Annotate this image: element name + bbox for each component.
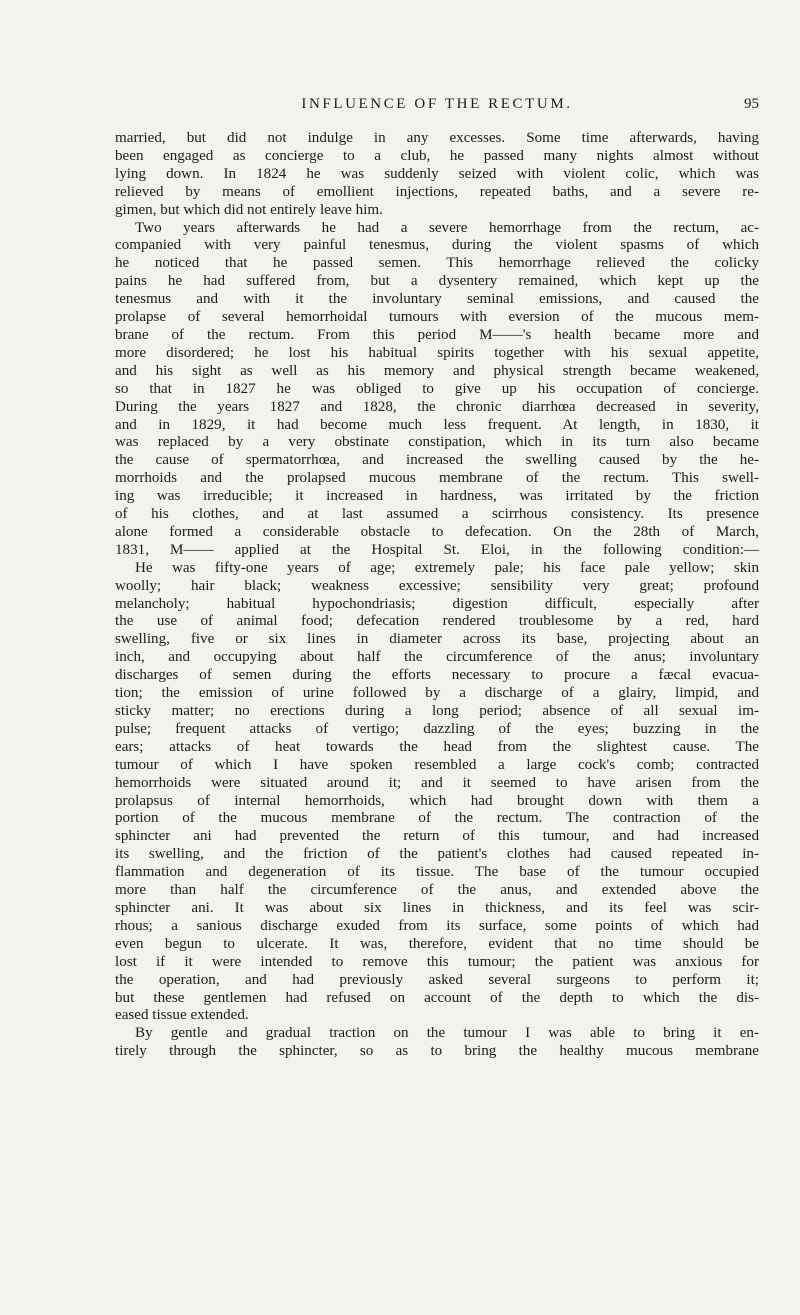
- text-line: more than half the circumference of the anus, and extended above the: [115, 882, 759, 899]
- text-line: but these gentlemen had refused on account of the depth to which the dis-: [115, 989, 759, 1006]
- text-line: tirely through the sphincter, so as to bring the healthy mucous membrane: [115, 1043, 759, 1060]
- text-line: flammation and degeneration of its tissue. The base of the tumour occupied: [115, 864, 759, 881]
- text-line: ing was irreducible; it increased in hardness, was irritated by the friction: [115, 488, 759, 505]
- text-line: even begun to ulcerate. It was, therefore, evident that no time should be: [115, 935, 759, 952]
- text-line: and his sight as well as his memory and physical strength became weakened,: [115, 362, 759, 379]
- text-line: married, but did not indulge in any excesses. Some time afterwards, having: [115, 130, 759, 146]
- text-line: hemorrhoids were situated around it; and it seemed to have arisen from the: [115, 774, 759, 791]
- text-line: was replaced by a very obstinate constipation, which in its turn also became: [115, 434, 759, 451]
- text-line: Two years afterwards he had a severe hemorrhage from the rectum, ac-: [135, 219, 759, 236]
- text-line: eased tissue extended.: [115, 1007, 249, 1024]
- text-line: swelling, five or six lines in diameter across its base, projecting about an: [115, 631, 759, 648]
- text-line: relieved by means of emollient injections, repeated baths, and a severe re-: [115, 183, 759, 200]
- text-line: He was fifty-one years of age; extremely pale; his face pale yellow; skin: [135, 559, 759, 576]
- text-line: lost if it were intended to remove this tumour; the patient was anxious for: [115, 953, 759, 970]
- text-line: more disordered; he lost his habitual spirits together with his sexual appetite,: [115, 344, 759, 361]
- text-line: been engaged as concierge to a club, he passed many nights almost without: [115, 147, 759, 164]
- text-line: tumour of which I have spoken resembled a large cock's comb; contracted: [115, 756, 759, 773]
- text-line: morrhoids and the prolapsed mucous membrane of the rectum. This swell-: [115, 470, 759, 487]
- text-line: companied with very painful tenesmus, during the violent spasms of which: [115, 237, 759, 254]
- text-line: rhous; a sanious discharge exuded from its surface, some points of which had: [115, 917, 759, 934]
- text-line: pains he had suffered from, but a dysentery remained, which kept up the: [115, 273, 759, 290]
- body-text: [115, 130, 759, 1061]
- text-line: sphincter ani. It was about six lines in thickness, and its feel was scir-: [115, 899, 759, 916]
- text-line: sticky matter; no erections during a long period; absence of all sexual im-: [115, 703, 759, 719]
- page-number: 95: [744, 96, 759, 112]
- text-line: alone formed a considerable obstacle to defecation. On the 28th of March,: [115, 523, 759, 540]
- text-line: tenesmus and with it the involuntary seminal emissions, and caused the: [115, 291, 759, 308]
- text-line: the operation, and had previously asked several surgeons to perform it;: [115, 971, 759, 988]
- text-line: woolly; hair black; weakness excessive; sensibility very great; profound: [115, 577, 759, 594]
- text-line: 1831, M—— applied at the Hospital St. Eloi, in the following condition:—: [115, 541, 759, 558]
- text-line: By gentle and gradual traction on the tumour I was able to bring it en-: [135, 1025, 759, 1042]
- text-line: of his clothes, and at last assumed a scirrhous consistency. Its presence: [115, 506, 759, 523]
- text-line: prolapsus of internal hemorrhoids, which had brought down with them a: [115, 792, 759, 809]
- text-line: tion; the emission of urine followed by a discharge of a glairy, limpid, and: [115, 685, 759, 702]
- text-line: the use of animal food; defecation rendered troublesome by a red, hard: [115, 613, 759, 630]
- text-line: discharges of semen during the efforts necessary to procure a fæcal evacua-: [115, 667, 759, 684]
- text-line: portion of the mucous membrane of the rectum. The contraction of the: [115, 810, 759, 827]
- text-line: so that in 1827 he was obliged to give up his occupation of concierge.: [115, 380, 759, 397]
- text-line: the cause of spermatorrhœa, and increased the swelling caused by the he-: [115, 452, 759, 469]
- text-line: gimen, but which did not entirely leave him.: [115, 201, 383, 218]
- running-title: INFLUENCE OF THE RECTUM.: [301, 96, 573, 112]
- running-header: [115, 96, 759, 118]
- text-line: During the years 1827 and 1828, the chronic diarrhœa decreased in severity,: [115, 398, 759, 415]
- text-line: lying down. In 1824 he was suddenly seized with violent colic, which was: [115, 165, 759, 182]
- text-line: melancholy; habitual hypochondriasis; digestion difficult, especially after: [115, 595, 759, 612]
- text-line: he noticed that he passed semen. This hemorrhage relieved the colicky: [115, 255, 759, 272]
- text-line: pulse; frequent attacks of vertigo; dazzling of the eyes; buzzing in the: [115, 720, 759, 737]
- text-line: prolapse of several hemorrhoidal tumours with eversion of the mucous mem-: [115, 309, 759, 326]
- text-line: ears; attacks of heat towards the head from the slightest cause. The: [115, 738, 759, 755]
- text-line: inch, and occupying about half the circumference of the anus; involuntary: [115, 649, 759, 666]
- text-line: brane of the rectum. From this period M——'s health became more and: [115, 326, 759, 343]
- text-line: sphincter ani had prevented the return of this tumour, and had increased: [115, 828, 759, 845]
- text-line: and in 1829, it had become much less frequent. At length, in 1830, it: [115, 416, 759, 433]
- text-line: its swelling, and the friction of the patient's clothes had caused repeated in-: [115, 846, 759, 863]
